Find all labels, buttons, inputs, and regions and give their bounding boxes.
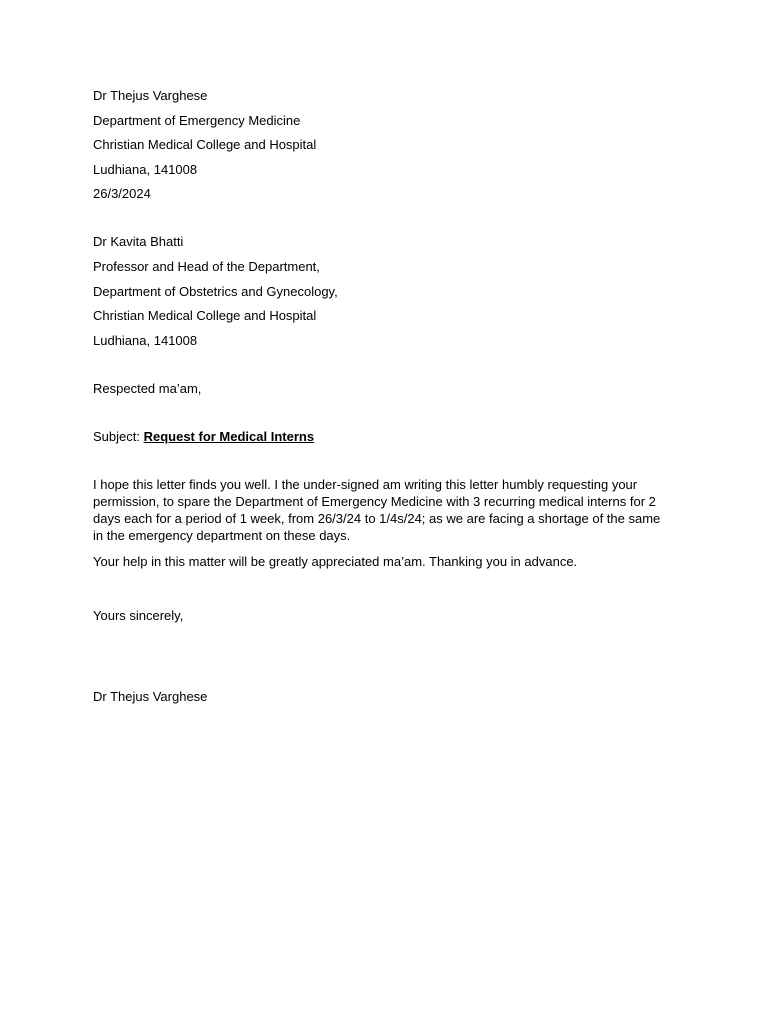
recipient-title: Professor and Head of the Department,: [93, 258, 320, 274]
letter-date: 26/3/2024: [93, 186, 151, 202]
spacer: [93, 570, 673, 607]
spacer: [93, 397, 673, 428]
recipient-city: Ludhiana, 141008: [93, 332, 198, 348]
sender-address-block: [93, 87, 673, 202]
spacer: [93, 349, 673, 380]
recipient-name: Dr Kavita Bhatti: [93, 234, 184, 250]
sender-name: Dr Thejus Varghese: [93, 88, 208, 103]
recipient-institution: Christian Medical College and Hospital: [93, 308, 317, 324]
body-paragraph: I hope this letter finds you well. I the under-signed am writing this letter humbly requesting your permission, to spare the Department of Emergency Medicine with 3 recurring medical interns for 2 days each for a period of 1 week, from 26/3/24 to 1/4s/24; as we are facing a shortage of the same in the emergency department on these days.: [93, 476, 661, 543]
recipient-department: Department of Obstetrics and Gynecology,: [93, 283, 338, 299]
subject-line: [93, 428, 673, 445]
sender-institution: Christian Medical College and Hospital: [93, 137, 317, 153]
salutation: Respected ma’am,: [93, 380, 202, 396]
recipient-address-block: [93, 233, 673, 348]
sender-city: Ludhiana, 141008: [93, 161, 198, 177]
letter-page: [93, 87, 673, 705]
closing: Yours sincerely,: [93, 607, 184, 623]
subject-title: Request for Medical Interns: [143, 428, 315, 444]
sender-department: Department of Emergency Medicine: [93, 112, 301, 128]
body-paragraph: Your help in this matter will be greatly appreciated ma’am. Thanking you in advance.: [93, 553, 578, 569]
spacer: [93, 202, 673, 233]
spacer: [93, 445, 673, 476]
signature-name: Dr Thejus Varghese: [93, 688, 208, 704]
spacer: [93, 624, 673, 688]
subject-label: Subject:: [93, 428, 144, 444]
